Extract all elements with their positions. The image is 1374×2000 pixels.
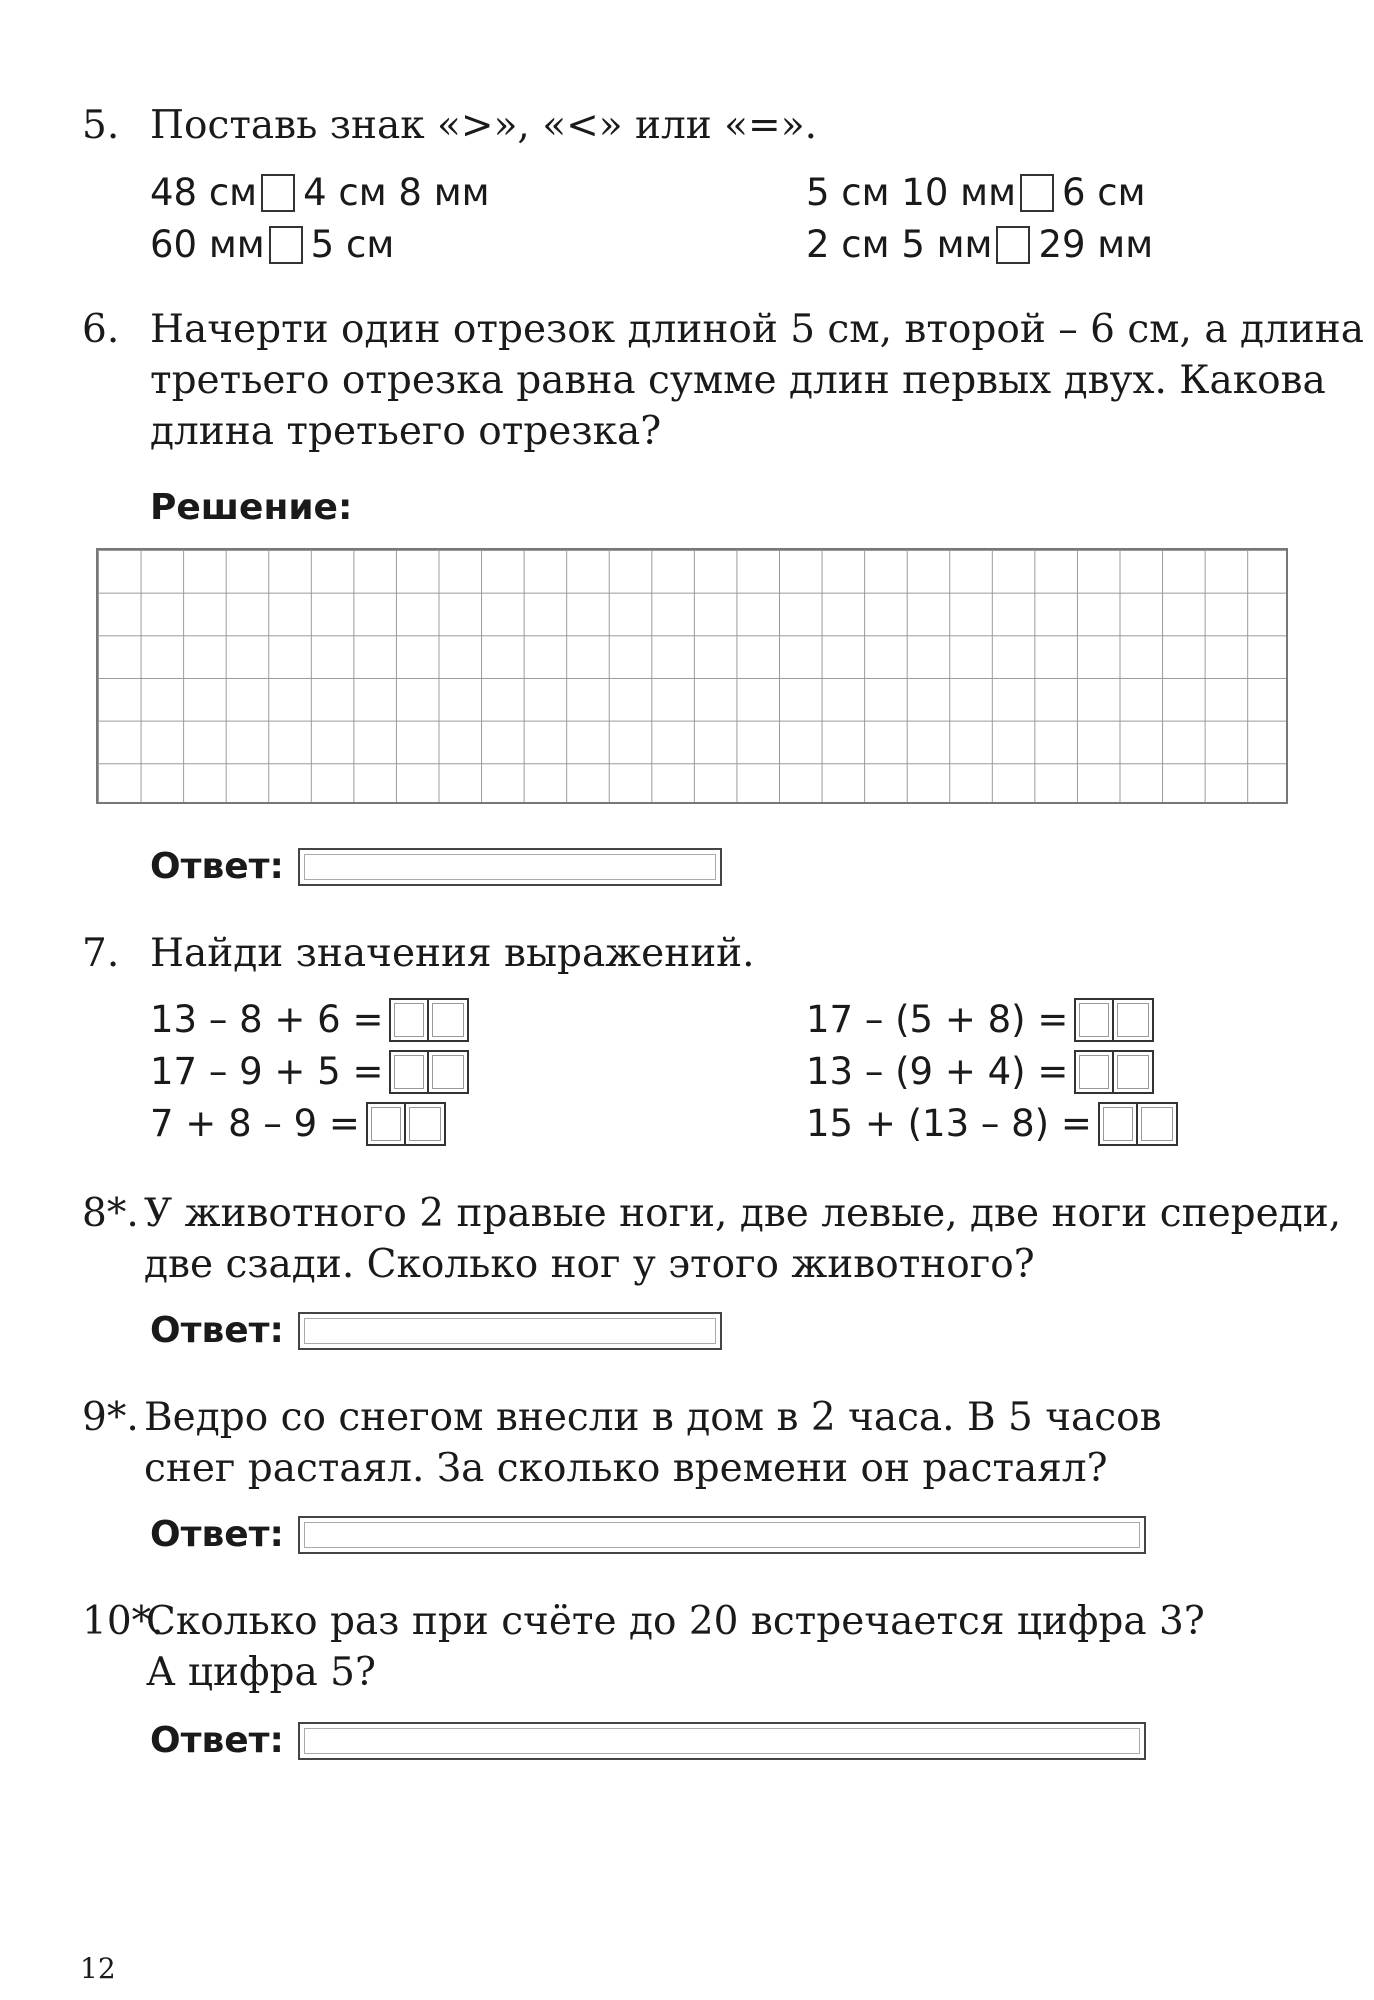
answer-cells[interactable]	[389, 1050, 469, 1094]
compare-row: 5 см 10 мм 6 см	[806, 171, 1146, 214]
answer-field[interactable]	[298, 848, 722, 886]
task-number: 5.	[82, 103, 120, 148]
answer-label: Ответ:	[150, 1720, 284, 1761]
task-text: Начерти один отрезок длиной 5 см, второй – 6 см, а длина третьего отрезка равна сумме длин первых двух. Какова длина третьего отрезка?	[150, 307, 1364, 454]
answer-row	[150, 1310, 722, 1351]
answer-cells[interactable]	[1098, 1102, 1178, 1146]
compare-row: 48 см 4 см 8 мм	[150, 171, 490, 214]
compare-row: 2 см 5 мм 29 мм	[806, 223, 1154, 266]
answer-cells[interactable]	[366, 1102, 446, 1146]
task-number: 8*.	[82, 1191, 139, 1236]
expression-row: 13 – 8 + 6 =	[150, 995, 469, 1045]
answer-row	[150, 846, 722, 887]
task-number: 7.	[82, 931, 120, 976]
task-number: 10*.	[82, 1599, 164, 1644]
answer-cells[interactable]	[1074, 998, 1154, 1042]
task-text: Ведро со снегом внесли в дом в 2 часа. В 5 часов снег растаял. За сколько времени он растаял?	[144, 1395, 1162, 1491]
compare-row: 60 мм 5 см	[150, 223, 395, 266]
answer-cells[interactable]	[1074, 1050, 1154, 1094]
solution-grid[interactable]	[96, 548, 1288, 804]
expression-row: 17 – (5 + 8) =	[806, 995, 1154, 1045]
answer-field[interactable]	[298, 1516, 1146, 1554]
expression-row: 17 – 9 + 5 =	[150, 1047, 469, 1097]
sign-box[interactable]	[261, 174, 295, 212]
task-text: У животного 2 правые ноги, две левые, две ноги спереди, две сзади. Сколько ног у этого животного?	[144, 1191, 1342, 1287]
answer-cells[interactable]	[389, 998, 469, 1042]
expression-row: 15 + (13 – 8) =	[806, 1099, 1178, 1149]
task-text: Найди значения выражений.	[150, 931, 755, 976]
answer-field[interactable]	[298, 1312, 722, 1350]
expression-row: 7 + 8 – 9 =	[150, 1099, 446, 1149]
expression-row: 13 – (9 + 4) =	[806, 1047, 1154, 1097]
task-text: Сколько раз при счёте до 20 встречается цифра 3? А цифра 5?	[146, 1599, 1205, 1695]
answer-label: Ответ:	[150, 846, 284, 887]
sign-box[interactable]	[1020, 174, 1054, 212]
sign-box[interactable]	[996, 226, 1030, 264]
solution-label: Решение:	[150, 487, 353, 528]
sign-box[interactable]	[269, 226, 303, 264]
task-text: Поставь знак «>», «<» или «=».	[150, 103, 817, 148]
answer-label: Ответ:	[150, 1514, 284, 1555]
task-number: 9*.	[82, 1395, 139, 1440]
page-number: 12	[80, 1952, 116, 1985]
answer-label: Ответ:	[150, 1310, 284, 1351]
answer-row	[150, 1514, 1146, 1555]
answer-field[interactable]	[298, 1722, 1146, 1760]
answer-row	[150, 1720, 1146, 1761]
task-number: 6.	[82, 307, 120, 352]
